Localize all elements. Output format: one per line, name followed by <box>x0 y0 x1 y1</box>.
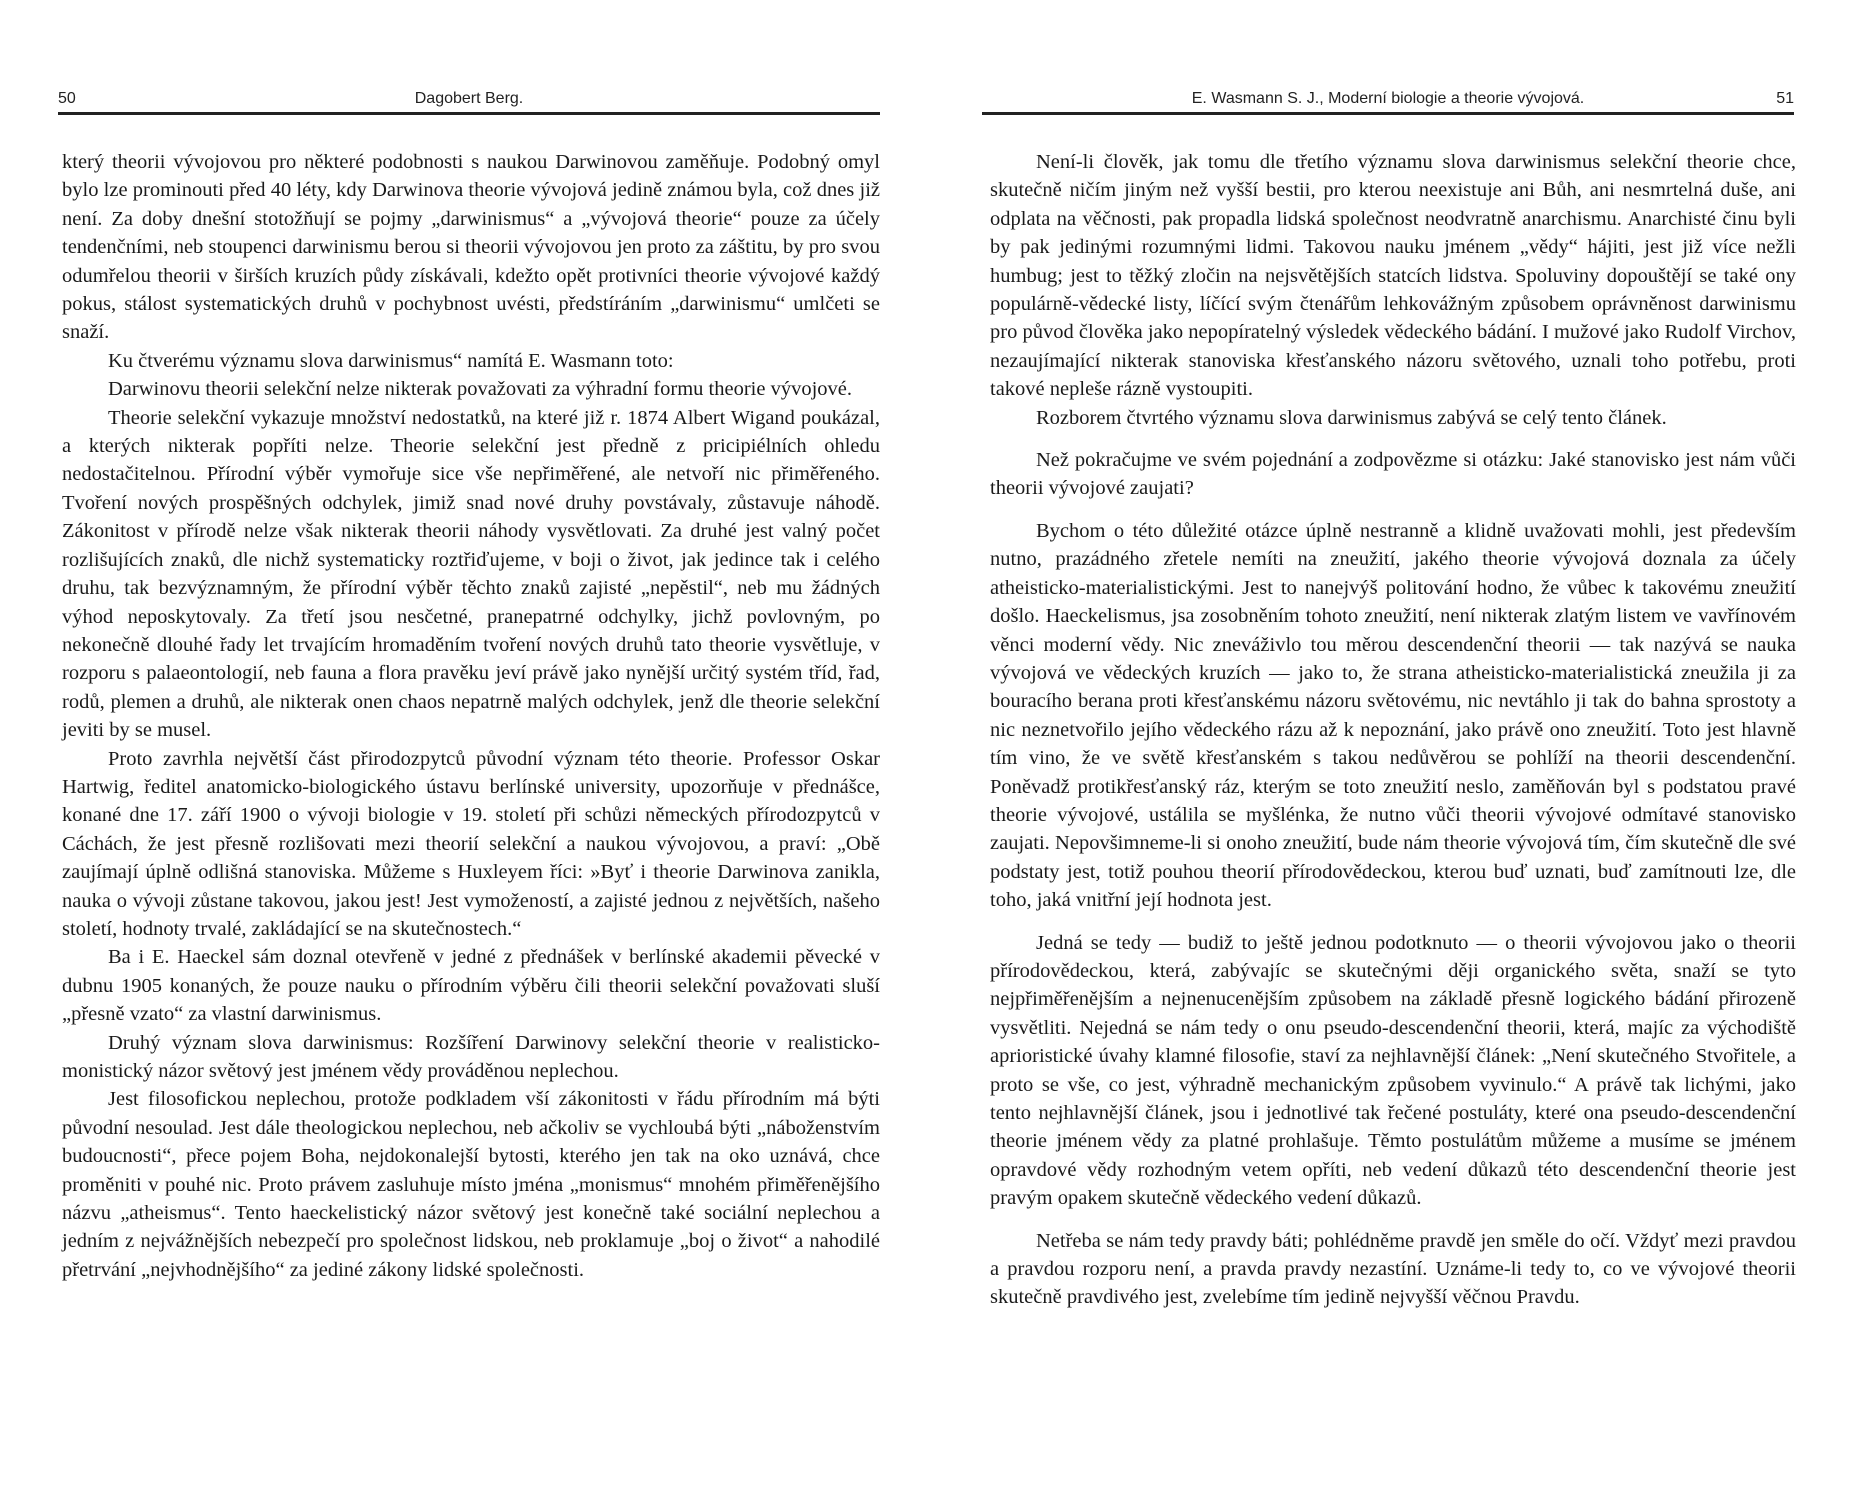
paragraph: který theorii vývojovou pro některé podobnosti s naukou Darwinovou zaměňuje. Podobný omyl bylo lze prominouti před 40 léty, kdy Darwinova theorie vývojová jedině známou byla, což dnes již není. Za doby dnešní stotožňují se pojmy „darwinismus“ a „vývojová theorie“ pouze za účely tendenčními, neb stoupenci darwinismu berou si theorii vývojovou jen proto za záštitu, by pro svou odumřelou theorii v širších kruzích půdy získávali, kdežto opět protivníci theorie vývojové každý pokus, stálost systematických druhů v pochybnost uvésti, předstíráním „darwinismu“ umlčeti se snaží. <box>62 151 880 344</box>
paragraph: Ba i E. Haeckel sám doznal otevřeně v jedné z přednášek v berlínské akademii pěvecké v dubnu 1905 konaných, že pouze nauku o přírodním výběru čili theorii selekční považovati sluší „přesně vzato“ za vlastní darwinismus. <box>62 946 880 1026</box>
running-head: Dagobert Berg. <box>414 90 524 107</box>
paragraph: Bychom o této důležité otázce úplně nestranně a klidně uvažovati mohli, jest především nutno, prazádného zřetele nemíti na zneužití, jakého theorie vývojová doznala za účely atheisticko-materialistickými. Jest to nanejvýš politování hodno, že vůbec k takovému zneužití došlo. Haeckelismus, jsa zosobněním tohoto zneužití, není nikterak zlatým listem ve vavřínovém věnci moderní vědy. Nic zneváživlo tou měrou descendenční theorii — tak nazývá se nauka vývojová ve vědeckých kruzích — jako to, že strana atheisticko-materialistická zneužila ji za bouracího berana proti křesťanskému názoru světovému, nic nevtáhlo ji tak do bahna sprostoty a nic neznetvořilo jejího vědeckého rázu až k nepoznání, jako právě ono zneužití. Toto jest hlavně tím vino, že ve světě křesťanském s takou nedůvěrou se pohlíží na theorii descendenční. Poněvadž protikřesťanský ráz, kterým se toto zneužití neslo, zaměňován byl s podstatou pravé theorie vývojové, ustálila se myšlénka, že nutno vůči theorii vývojové odmítavé stanovisko zaujati. Nepovšimneme-li si onoho zneužití, bude nám theorie vývojová tím, čím skutečně dle své podstaty jest, totiž pouhou theorií přírodovědeckou, kterou buď uznati, buď zamítnouti lze, dle toho, jaká vnitřní její hodnota jest. <box>990 519 1796 912</box>
left-page <box>0 0 930 1500</box>
left-page-body <box>62 148 880 1284</box>
paragraph: Jedná se tedy — budiž to ještě jednou podotknuto — o theorii vývojovou jako o theorii přírodovědeckou, která, zabývajíc se skutečnými ději organického světa, snaží se tyto nejpřiměřenějším a nejnenucenějším způsobem na základě přesně logického bádání přirozeně vysvětliti. Nejedná se nám tedy o onu pseudo-descendenční theorii, která, majíc za východiště aprioristické úvahy klamné filosofie, staví za nejhlavnější článek: „Není skutečného Stvořitele, a proto se vše, co jest, výhradně mechanickým způsobem vyvinulo.“ A právě tak lichými, jako tento nejhlavnější článek, jsou i jednotlivé tak řečené postuláty, které ona pseudo-descendenční theorie jménem vědy za platné prohlašuje. Těmto postulátům můžeme a musíme se jménem opravdové vědy rozhodným vetem opříti, neb vedení důkazů této descendenční theorie jest pravým opakem skutečně vědeckého vedení důkazů. <box>990 931 1796 1210</box>
header-rule <box>982 112 1794 115</box>
paragraph: Proto zavrhla největší část přirodozpytců původní význam této theorie. Professor Oskar Hartwig, ředitel anatomicko-biologického ústavu berlínské university, upozorňuje v přednášce, konané dne 17. září 1900 o vývoji biologie v 19. století při schůzi německých přírodozpytců v Cáchách, že jest přesně rozlišovati mezi theorií selekční a naukou vývojovou, a praví: „Obě zaujímají úplně odlišná stanoviska. Můžeme s Huxleyem říci: »Byť i theorie Darwinova zanikla, nauka o vývoji zůstane takovou, jakou jest! Jest vymožeností, a zajisté jednou z největších, našeho století, hodnoty trvalé, zakládající se na skutečnostech.“ <box>62 747 880 940</box>
header-rule <box>58 112 880 115</box>
running-head: E. Wasmann S. J., Moderní biologie a theorie vývojová. <box>1191 90 1585 107</box>
right-page <box>960 0 1862 1500</box>
paragraph: Darwinovu theorii selekční nelze nikterak považovati za výhradní formu theorie vývojové. <box>108 378 853 401</box>
paragraph: Ku čtverému významu slova darwinismus“ namítá E. Wasmann toto: <box>108 349 674 372</box>
paragraph: Druhý význam slova darwinismus: Rozšíření Darwinovy selekční theorie v realisticko-monistický názor světový jest jménem vědy prováděnou neplechou. <box>62 1031 880 1082</box>
page-number: 51 <box>1776 90 1794 107</box>
page-number: 50 <box>58 90 76 107</box>
paragraph: Než pokračujme ve svém pojednání a zodpovězme si otázku: Jaké stanovisko jest nám vůči theorii vývojové zaujati? <box>990 449 1796 500</box>
paragraph: Netřeba se nám tedy pravdy báti; pohlédněme pravdě jen směle do očí. Vždyť mezi pravdou a pravdou rozporu není, a pravda pravdy nezastíní. Uznáme-li tedy to, co ve vývojové theorii skutečně pravdivého jest, zvelebíme tím jedině nejvyšší věčnou Pravdu. <box>990 1229 1796 1309</box>
paragraph: Není-li člověk, jak tomu dle třetího významu slova darwinismus selekční theorie chce, skutečně ničím jiným než vyšší bestii, pro kterou neexistuje ani Bůh, ani nesmrtelná duše, ani odplata na věčnosti, pak propadla lidská společnost neodvratně anarchismu. Anarchisté činu byli by pak jedinými rozumnými lidmi. Takovou nauku jménem „vědy“ hájiti, jest již více nežli humbug; jest to těžký zločin na nejsvětějších statcích lidstva. Spoluviny dopouštějí se také ony populárně-vědecké listy, líčící svým čtenářům lehkovážným způsobem oprávněnost darwinismu pro původ člověka jako nepopíratelný výsledek vědeckého bádání. I mužové jako Rudolf Virchov, nezaujímající nikterak stanoviska křesťanského názoru světového, uznali toho potřebu, proti takové neplešе rázně vystoupiti. <box>990 151 1796 401</box>
paragraph: Theorie selekční vykazuje množství nedostatků, na které již r. 1874 Albert Wigand poukázal, a kterých nikterak popříti nelze. Theorie selekční jest předně z pricipiélních ohledu nedostačitelnou. Přírodní výběr vymořuje sice vše nepřiměřené, ale netvoří nic přiměřeného. Tvoření nových prospěšných odchylek, jimiž snad nové druhy povstávaly, zůstavuje náhodě. Zákonitost v přírodě nelze však nikterak theorii náhody vysvětlovati. Za druhé jest valný počet rozlišujících znaků, dle nichž systematicky roztřiďujeme, v boji o život, jak jedince tak i celého druhu, tak bezvýznamným, že přírodní výběr těchto znaků zajisté „nepěstil“, neb mu žádných výhod neposkytovaly. Za třetí jsou nesčetné, pranepatrné odchylky, jichž povlovným, po nekonečně dlouhé řady let trvajícím hromaděním tvoření nových druhů tato theorie vysvětluje, v rozporu s palaeontologií, neb fauna a flora pravěku jeví právě jako nynější určitý systém tříd, řad, rodů, plemen a druhů, ale nikterak onen chaos nepatrně malých odchylek, jenž dle theorie selekční jeviti by se musel. <box>62 406 880 742</box>
right-page-header <box>982 90 1794 114</box>
paragraph: Jest filosofickou neplechou, protože podkladem vší zákonitosti v řádu přírodním má býti původní nesoulad. Jest dále theologickou neplechou, neb ačkoliv se vychloubá býti „náboženstvím budoucnosti“, přece pojem Boha, nejdokonalejší bytosti, kterého jen tak na oko uznává, chce proměniti v pouhé nic. Proto právem zasluhuje místo jména „monismus“ mnohém přiměřenějšího názvu „atheismus“. Tento haeckelistický názor světový jest konečně také sociální neplechou a jedním z nejvážnějších nebezpečí pro společnost lidskou, neb proklamuje „boj o život“ a nahodilé přetrvání „nejvhodnějšího“ za jediné zákony lidské společnosti. <box>62 1088 880 1281</box>
paragraph: Rozborem čtvrtého významu slova darwinismus zabývá se celý tento článek. <box>1036 406 1667 429</box>
right-page-body <box>990 148 1796 1312</box>
left-page-header <box>58 90 880 114</box>
